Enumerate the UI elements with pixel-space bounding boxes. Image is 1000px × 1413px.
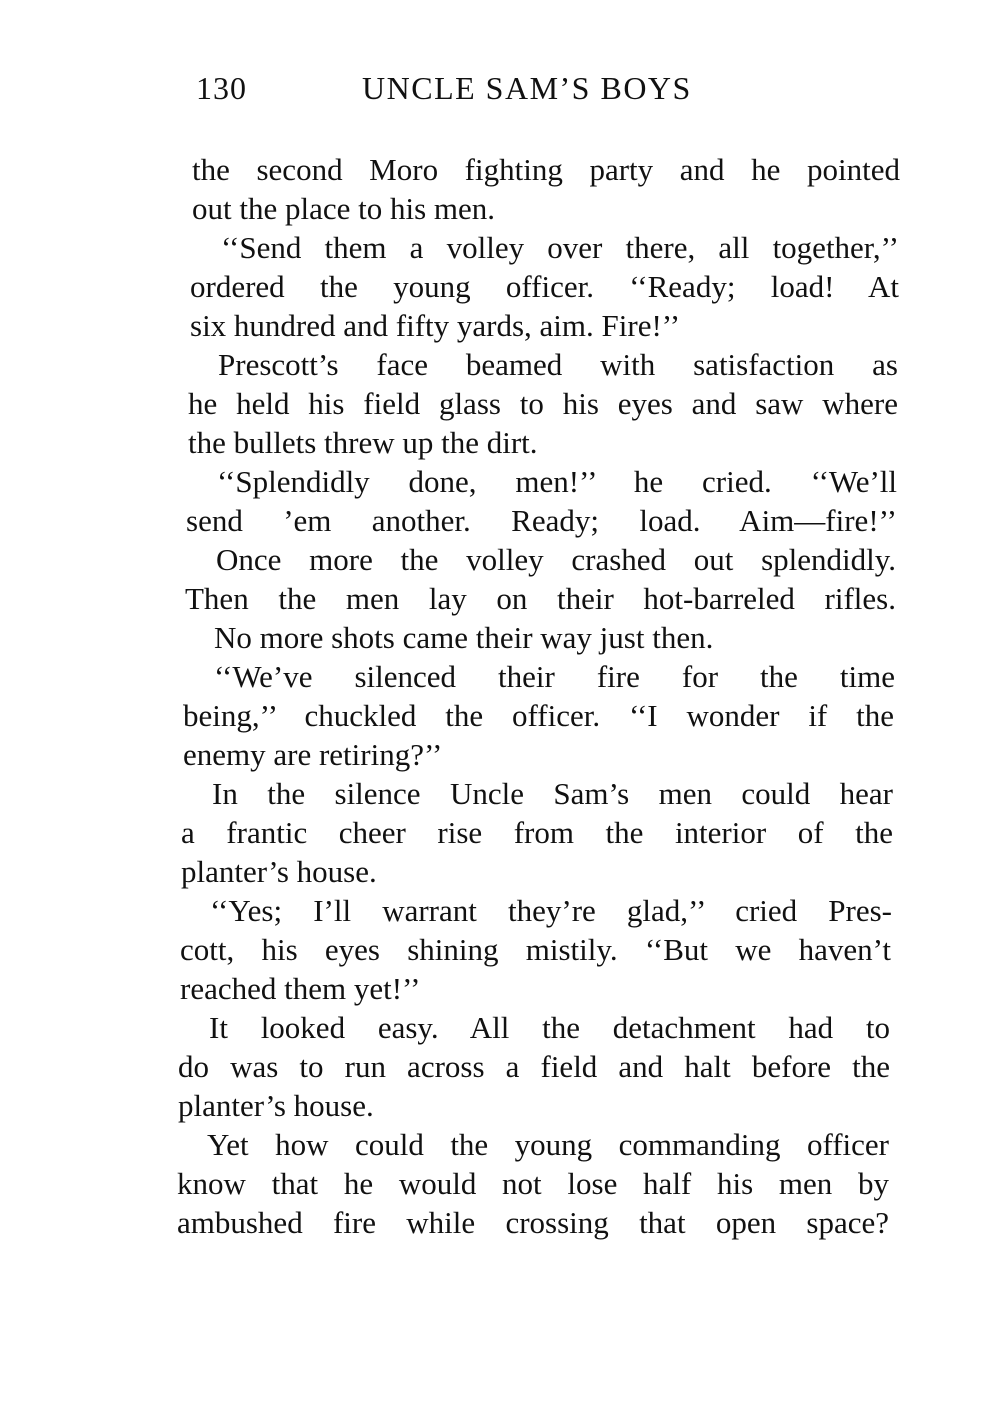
text-line: ‘‘Yes; I’ll warrant they’re glad,’’ cried Pres- [210, 893, 892, 928]
text-line: ordered the young officer. ‘‘Ready; load! At [190, 269, 899, 304]
text-line: ambushed fire while crossing that open space? [177, 1205, 889, 1240]
text-line: do was to run across a field and halt before the [178, 1049, 890, 1084]
running-title: UNCLE SAM’S BOYS [362, 70, 692, 106]
text-line: Then the men lay on their hot-barreled rifles. [185, 581, 896, 616]
text-line: out the place to his men. [192, 191, 496, 226]
text-line: planter’s house. [181, 854, 377, 889]
text-line: know that he would not lose half his men by [177, 1166, 889, 1201]
text-line: send ’em another. Ready; load. Aim—fire!’’ [186, 503, 897, 538]
page-header [196, 70, 756, 114]
text-line: reached them yet!’’ [180, 971, 421, 1006]
text-line: the second Moro fighting party and he pointed [192, 152, 900, 187]
text-line: he held his field glass to his eyes and saw where [188, 386, 898, 421]
text-line: enemy are retiring?’’ [183, 737, 443, 772]
text-line: Yet how could the young commanding officer [207, 1127, 889, 1162]
text-line: Once more the volley crashed out splendidly. [216, 542, 896, 577]
text-line: the bullets threw up the dirt. [188, 425, 538, 460]
text-line: planter’s house. [178, 1088, 374, 1123]
text-line: being,’’ chuckled the officer. ‘‘I wonder if the [183, 698, 894, 733]
text-line: In the silence Uncle Sam’s men could hear [212, 776, 893, 811]
text-line: It looked easy. All the detachment had to [209, 1010, 890, 1045]
text-line: No more shots came their way just then. [214, 620, 714, 655]
text-line: Prescott’s face beamed with satisfaction as [218, 347, 898, 382]
text-line: ‘‘Splendidly done, men!’’ he cried. ‘‘We’ll [217, 464, 897, 499]
text-line: six hundred and fifty yards, aim. Fire!’’ [190, 308, 681, 343]
page-number: 130 [196, 70, 247, 106]
text-line: cott, his eyes shining mistily. ‘‘But we haven’t [180, 932, 891, 967]
text-line: ‘‘We’ve silenced their fire for the time [214, 659, 895, 694]
text-line: a frantic cheer rise from the interior of the [181, 815, 893, 850]
text-line: ‘‘Send them a volley over there, all together,’’ [221, 230, 899, 265]
